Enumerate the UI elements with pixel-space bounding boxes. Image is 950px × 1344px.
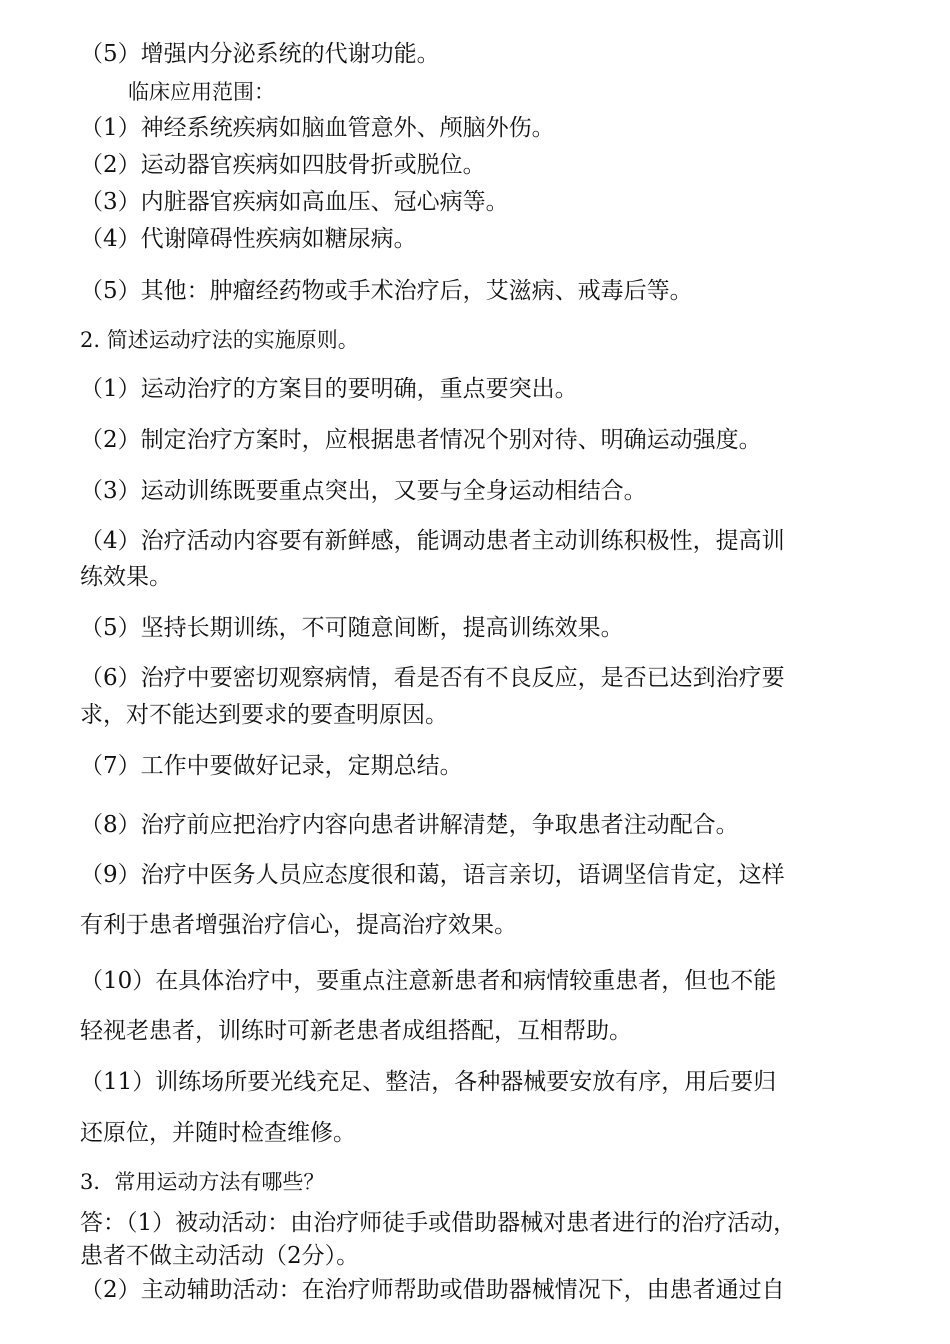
- text-line-1: （5）增强内分泌系统的代谢功能。: [80, 41, 440, 67]
- text-line-3: （1）神经系统疾病如脑血管意外、颅脑外伤。: [80, 115, 555, 141]
- text-line-9: （1）运动治疗的方案目的要明确，重点要突出。: [80, 376, 578, 402]
- text-line-19: （9）治疗中医务人员应态度很和蔼，语言亲切，语调坚信肯定，这样: [80, 862, 785, 888]
- text-line-4: （2）运动器官疾病如四肢骨折或脱位。: [80, 152, 486, 178]
- text-line-7: （5）其他：肿瘤经药物或手术治疗后，艾滋病、戒毒后等。: [80, 278, 693, 304]
- answer-line-2: 患者不做主动活动（2分）。: [80, 1243, 360, 1269]
- text-line-12: （4）治疗活动内容要有新鲜感，能调动患者主动训练积极性，提高训: [80, 528, 785, 554]
- text-line-6: （4）代谢障碍性疾病如糖尿病。: [80, 226, 417, 252]
- text-line-14: （5）坚持长期训练，不可随意间断，提高训练效果。: [80, 615, 624, 641]
- text-line-24: 还原位，并随时检查维修。: [80, 1120, 356, 1146]
- answer-line-1: 答：（1）被动活动：由治疗师徒手或借助器械对患者进行的治疗活动，: [80, 1210, 797, 1236]
- section-heading-clinical-scope: 临床应用范围：: [128, 80, 275, 104]
- question-3-heading: 3．常用运动方法有哪些？: [80, 1170, 325, 1194]
- answer-line-3: （2）主动辅助活动：在治疗师帮助或借助器械情况下，由患者通过自: [80, 1277, 785, 1303]
- text-line-15: （6）治疗中要密切观察病情，看是否有不良反应，是否已达到治疗要: [80, 665, 785, 691]
- text-line-17: （7）工作中要做好记录，定期总结。: [80, 753, 463, 779]
- text-line-22: 轻视老患者，训练时可新老患者成组搭配，互相帮助。: [80, 1018, 632, 1044]
- text-line-20: 有利于患者增强治疗信心，提高治疗效果。: [80, 912, 517, 938]
- text-line-23: （11）训练场所要光线充足、整洁，各种器械要安放有序，用后要归: [80, 1069, 777, 1095]
- text-line-5: （3）内脏器官疾病如高血压、冠心病等。: [80, 189, 509, 215]
- text-line-21: （10）在具体治疗中，要重点注意新患者和病情较重患者，但也不能: [80, 968, 777, 994]
- text-line-18: （8）治疗前应把治疗内容向患者讲解清楚，争取患者注动配合。: [80, 812, 739, 838]
- text-line-16: 求，对不能达到要求的要查明原因。: [80, 702, 448, 728]
- text-line-11: （3）运动训练既要重点突出，又要与全身运动相结合。: [80, 478, 647, 504]
- text-line-13: 练效果。: [80, 564, 172, 590]
- question-2-heading: 2. 简述运动疗法的实施原则。: [80, 328, 359, 352]
- text-line-10: （2）制定治疗方案时，应根据患者情况个别对待、明确运动强度。: [80, 427, 762, 453]
